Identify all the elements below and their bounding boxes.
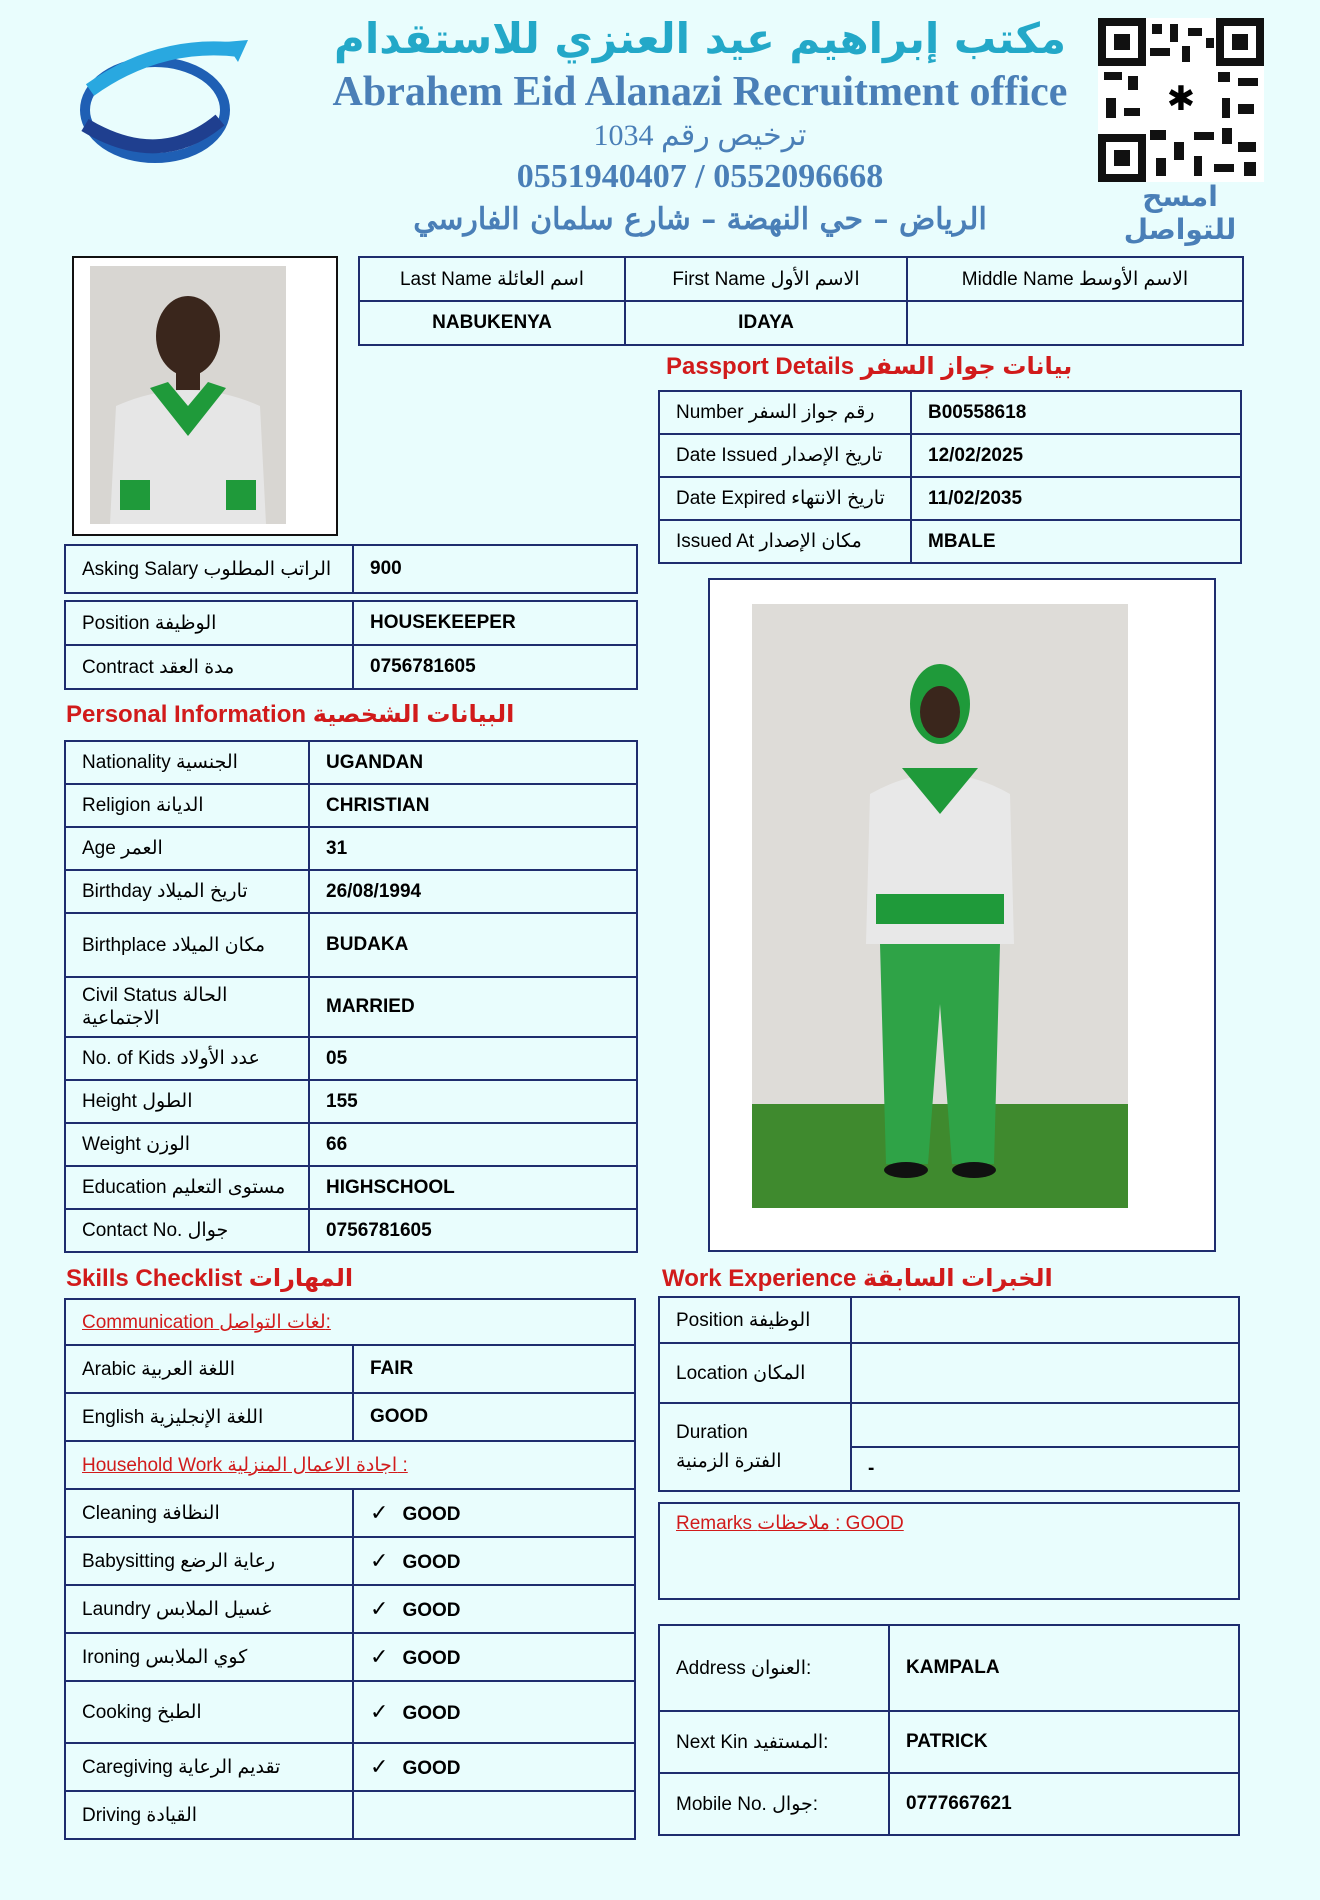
birthday-label: Birthday تاريخ الميلاد bbox=[65, 870, 309, 913]
first-name-value: IDAYA bbox=[625, 301, 907, 345]
passport-issued-at-value: MBALE bbox=[911, 520, 1241, 563]
position-label: Position الوظيفة bbox=[65, 601, 353, 645]
check-icon: ✓ bbox=[370, 1548, 389, 1573]
nationality-label: Nationality الجنسية bbox=[65, 741, 309, 784]
work-duration-top bbox=[851, 1403, 1239, 1447]
mobile-label: Mobile No. جوال: bbox=[659, 1773, 889, 1835]
work-location-label: Location المكان bbox=[659, 1343, 851, 1403]
qr-code[interactable] bbox=[1098, 18, 1264, 182]
caregiving-value: ✓ GOOD bbox=[353, 1743, 635, 1791]
portrait-photo-frame bbox=[72, 256, 338, 536]
next-kin-label: Next Kin المستفيد: bbox=[659, 1711, 889, 1773]
education-value: HIGHSCHOOL bbox=[309, 1166, 637, 1209]
personal-info-heading: Personal Information البيانات الشخصية bbox=[66, 701, 515, 728]
english-label: English اللغة الإنجليزية bbox=[65, 1393, 353, 1441]
height-label: Height الطول bbox=[65, 1080, 309, 1123]
passport-issued-label: Date Issued تاريخ الإصدار bbox=[659, 434, 911, 477]
religion-value: CHRISTIAN bbox=[309, 784, 637, 827]
cooking-value: ✓ GOOD bbox=[353, 1681, 635, 1743]
full-body-photo-frame bbox=[708, 578, 1216, 1252]
ironing-value: ✓ GOOD bbox=[353, 1633, 635, 1681]
height-value: 155 bbox=[309, 1080, 637, 1123]
arabic-value: FAIR bbox=[353, 1345, 635, 1393]
age-label: Age العمر bbox=[65, 827, 309, 870]
next-kin-value: PATRICK bbox=[889, 1711, 1239, 1773]
contact-number-value: 0756781605 bbox=[309, 1209, 637, 1252]
kids-label: No. of Kids عدد الأولاد bbox=[65, 1037, 309, 1080]
kids-value: 05 bbox=[309, 1037, 637, 1080]
birthplace-value: BUDAKA bbox=[309, 913, 637, 977]
cleaning-label: Cleaning النظافة bbox=[65, 1489, 353, 1537]
check-icon: ✓ bbox=[370, 1596, 389, 1621]
civil-status-value: MARRIED bbox=[309, 977, 637, 1037]
asking-salary-value: 900 bbox=[353, 545, 637, 593]
qr-caption: امسح للتواصل bbox=[1123, 180, 1237, 246]
household-work-label: Household Work اجادة الاعمال المنزلية : bbox=[65, 1441, 635, 1489]
contact-number-label: Contact No. جوال bbox=[65, 1209, 309, 1252]
contract-value: 0756781605 bbox=[353, 645, 637, 689]
passport-expired-value: 11/02/2035 bbox=[911, 477, 1241, 520]
full-body-photo bbox=[752, 604, 1128, 1208]
work-experience-heading: Work Experience الخبرات السابقة bbox=[662, 1265, 1053, 1292]
passport-table bbox=[658, 390, 1242, 564]
weight-value: 66 bbox=[309, 1123, 637, 1166]
passport-issued-value: 12/02/2025 bbox=[911, 434, 1241, 477]
portrait-photo bbox=[90, 266, 286, 524]
laundry-label: Laundry غسيل الملابس bbox=[65, 1585, 353, 1633]
asking-salary-label: Asking Salary الراتب المطلوب bbox=[65, 545, 353, 593]
work-location-value bbox=[851, 1343, 1239, 1403]
passport-issued-at-label: Issued At مكان الإصدار bbox=[659, 520, 911, 563]
work-duration-value: - bbox=[851, 1447, 1239, 1491]
address-value: KAMPALA bbox=[889, 1625, 1239, 1711]
position-value: HOUSEKEEPER bbox=[353, 601, 637, 645]
ironing-label: Ironing كوي الملابس bbox=[65, 1633, 353, 1681]
remarks-label: Remarks ملاحظات : GOOD bbox=[676, 1513, 904, 1534]
civil-status-label: Civil Status الحالة الاجتماعية bbox=[65, 977, 309, 1037]
last-name-label: Last Name اسم العائلة bbox=[359, 257, 625, 301]
company-title-english: Abrahem Eid Alanazi Recruitment office bbox=[332, 69, 1068, 115]
religion-label: Religion الديانة bbox=[65, 784, 309, 827]
babysitting-label: Babysitting رعاية الرضع bbox=[65, 1537, 353, 1585]
work-duration-label: Duration الفترة الزمنية bbox=[659, 1403, 851, 1491]
position-table bbox=[64, 600, 638, 690]
company-title-arabic: مكتب إبراهيم عيد العنزي للاستقدام bbox=[334, 14, 1066, 63]
check-icon: ✓ bbox=[370, 1644, 389, 1669]
skills-table bbox=[64, 1298, 636, 1840]
passport-heading: Passport Details بيانات جواز السفر bbox=[666, 353, 1073, 380]
driving-label: Driving القيادة bbox=[65, 1791, 353, 1839]
check-icon: ✓ bbox=[370, 1699, 389, 1724]
license-number: ترخيص رقم 1034 bbox=[593, 119, 807, 152]
english-value: GOOD bbox=[353, 1393, 635, 1441]
check-icon: ✓ bbox=[370, 1754, 389, 1779]
company-phones: 0551940407 / 0552096668 bbox=[516, 158, 884, 195]
age-value: 31 bbox=[309, 827, 637, 870]
remarks-box bbox=[658, 1502, 1240, 1600]
arabic-label: Arabic اللغة العربية bbox=[65, 1345, 353, 1393]
birthday-value: 26/08/1994 bbox=[309, 870, 637, 913]
last-name-value: NABUKENYA bbox=[359, 301, 625, 345]
svg-text:✱: ✱ bbox=[1166, 79, 1196, 119]
passport-number-label: Number رقم جواز السفر bbox=[659, 391, 911, 434]
address-label: Address العنوان: bbox=[659, 1625, 889, 1711]
work-position-label: Position الوظيفة bbox=[659, 1297, 851, 1343]
caregiving-label: Caregiving تقديم الرعاية bbox=[65, 1743, 353, 1791]
birthplace-label: Birthplace مكان الميلاد bbox=[65, 913, 309, 977]
skills-heading: Skills Checklist المهارات bbox=[66, 1265, 354, 1292]
personal-info-table bbox=[64, 740, 638, 1253]
nationality-value: UGANDAN bbox=[309, 741, 637, 784]
work-position-value bbox=[851, 1297, 1239, 1343]
cooking-label: Cooking الطبخ bbox=[65, 1681, 353, 1743]
laundry-value: ✓ GOOD bbox=[353, 1585, 635, 1633]
contract-label: Contract مدة العقد bbox=[65, 645, 353, 689]
babysitting-value: ✓ GOOD bbox=[353, 1537, 635, 1585]
check-icon: ✓ bbox=[370, 1500, 389, 1525]
weight-label: Weight الوزن bbox=[65, 1123, 309, 1166]
middle-name-value bbox=[907, 301, 1243, 345]
name-table bbox=[358, 256, 1244, 346]
education-label: Education مستوى التعليم bbox=[65, 1166, 309, 1209]
cleaning-value: ✓ GOOD bbox=[353, 1489, 635, 1537]
communication-label: Communication لغات التواصل: bbox=[65, 1299, 635, 1345]
driving-value bbox=[353, 1791, 635, 1839]
middle-name-label: Middle Name الاسم الأوسط bbox=[907, 257, 1243, 301]
first-name-label: First Name الاسم الأول bbox=[625, 257, 907, 301]
company-logo bbox=[70, 30, 250, 170]
passport-expired-label: Date Expired تاريخ الانتهاء bbox=[659, 477, 911, 520]
contact-table bbox=[658, 1624, 1240, 1836]
salary-table bbox=[64, 544, 638, 594]
passport-number-value: B00558618 bbox=[911, 391, 1241, 434]
company-address: الرياض – حي النهضة – شارع سلمان الفارسي bbox=[413, 202, 987, 237]
mobile-value: 0777667621 bbox=[889, 1773, 1239, 1835]
work-experience-table bbox=[658, 1296, 1240, 1492]
